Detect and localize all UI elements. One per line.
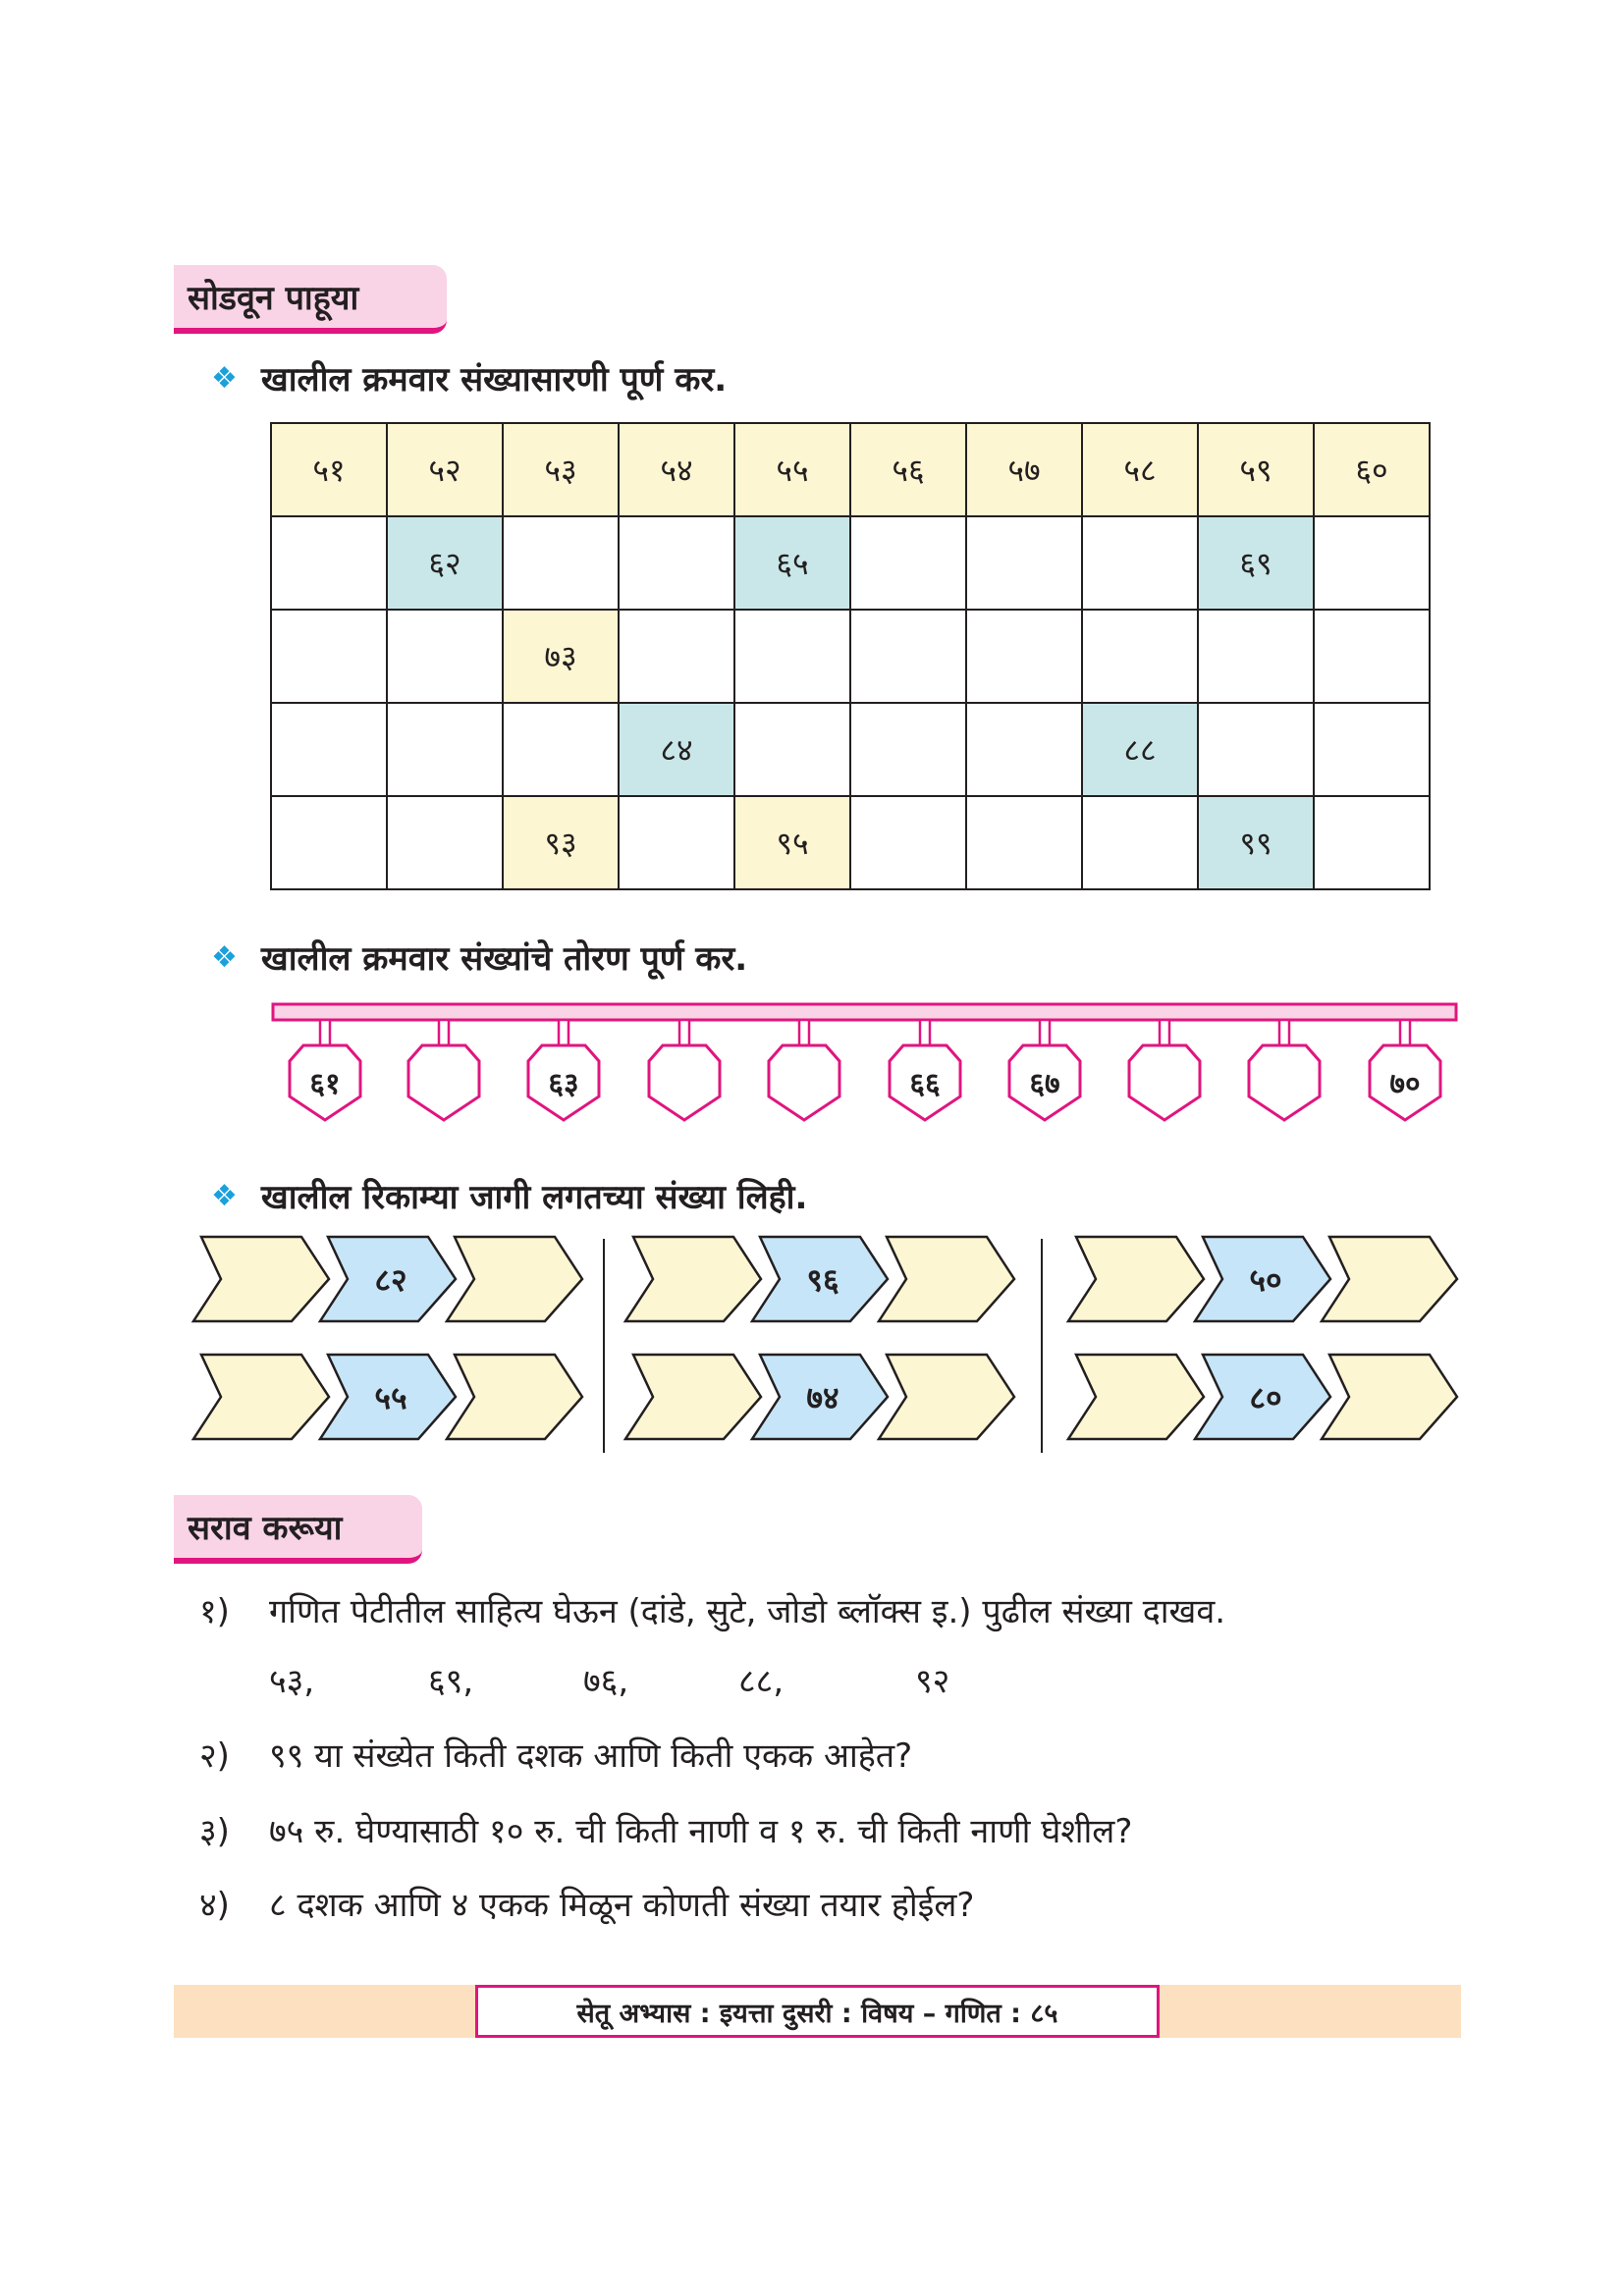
chevron-blank[interactable] <box>1068 1355 1204 1439</box>
table-row <box>271 610 1430 703</box>
chevron-blank[interactable] <box>1322 1355 1457 1439</box>
table-cell: ९५ <box>734 796 850 889</box>
diamond-bullet-icon: ❖ <box>211 1178 238 1213</box>
empty-cell[interactable] <box>271 796 387 889</box>
empty-cell[interactable] <box>850 796 966 889</box>
diamond-bullet-icon: ❖ <box>211 939 238 975</box>
table-cell: ५७ <box>966 423 1082 516</box>
hexagon-shape <box>1129 1045 1200 1120</box>
toran-garland <box>0 996 1624 1129</box>
number-item: ७६, <box>583 1662 629 1701</box>
instruction-neighbours <box>211 1173 807 1218</box>
hanger <box>320 1020 330 1045</box>
chevron-blank[interactable] <box>1068 1237 1204 1321</box>
instruction-text: खालील क्रमवार संख्यासारणी पूर्ण कर. <box>260 360 728 400</box>
table-cell: ६२ <box>387 516 503 610</box>
empty-cell[interactable] <box>966 703 1082 796</box>
table-cell: ५५ <box>734 423 850 516</box>
empty-cell[interactable] <box>1314 610 1430 703</box>
chevron-number: ९६ <box>806 1261 839 1299</box>
question-text: ९९ या संख्येत किती दशक आणि किती एकक आहेत? <box>269 1736 913 1776</box>
empty-cell[interactable] <box>271 516 387 610</box>
section-title: सोडवून पाहूया <box>188 279 359 318</box>
empty-cell[interactable] <box>966 796 1082 889</box>
question-number: १) <box>199 1592 230 1631</box>
empty-cell[interactable] <box>619 516 734 610</box>
footer-box <box>475 1985 1160 2038</box>
empty-cell[interactable] <box>503 703 619 796</box>
chevron-blank[interactable] <box>625 1355 761 1439</box>
table-row <box>271 516 1430 610</box>
chevron-blank[interactable] <box>879 1355 1014 1439</box>
table-cell: ५१ <box>271 423 387 516</box>
hanger <box>1400 1020 1410 1045</box>
empty-cell[interactable] <box>734 703 850 796</box>
table-cell: ९९ <box>1198 796 1314 889</box>
chevron-shape <box>879 1237 1014 1321</box>
chevron-shape <box>193 1237 329 1321</box>
hanger <box>679 1020 689 1045</box>
chevron-number: ५० <box>1249 1261 1282 1299</box>
diamond-bullet-icon: ❖ <box>211 360 238 396</box>
table-row <box>271 796 1430 889</box>
instruction-toran <box>211 934 747 980</box>
chevron-blank[interactable] <box>625 1237 761 1321</box>
chevron-shape <box>1068 1237 1204 1321</box>
chevron-shape <box>447 1355 582 1439</box>
instruction-text: खालील रिकाम्या जागी लगतच्या संख्या लिही. <box>260 1178 808 1217</box>
section-title: सराव करूया <box>188 1509 343 1548</box>
chevron-given-number <box>320 1237 456 1321</box>
neighbour-number-chevrons <box>0 1227 1624 1463</box>
instruction-number-table <box>211 355 727 400</box>
toran-bar <box>273 1004 1456 1020</box>
chevron-given-number <box>752 1237 888 1321</box>
table-cell: ५२ <box>387 423 503 516</box>
table-cell: ५६ <box>850 423 966 516</box>
chevron-number: ८० <box>1249 1379 1282 1416</box>
footer-band <box>174 1985 1461 2038</box>
hanger <box>920 1020 930 1045</box>
chevron-blank[interactable] <box>193 1355 329 1439</box>
empty-cell[interactable] <box>271 703 387 796</box>
toran-hexagon <box>890 1020 960 1120</box>
empty-cell[interactable] <box>1082 610 1198 703</box>
chevron-shape <box>1068 1355 1204 1439</box>
instruction-text: खालील क्रमवार संख्यांचे तोरण पूर्ण कर. <box>260 939 748 979</box>
number-item: ५३, <box>269 1662 315 1701</box>
empty-cell[interactable] <box>1198 610 1314 703</box>
section-header-solve <box>174 265 447 334</box>
table-cell: ६९ <box>1198 516 1314 610</box>
toran-hexagon <box>290 1020 360 1120</box>
hanger <box>799 1020 809 1045</box>
empty-cell[interactable] <box>850 703 966 796</box>
chevron-blank[interactable] <box>193 1237 329 1321</box>
chevron-shape <box>1322 1355 1457 1439</box>
empty-cell[interactable] <box>850 516 966 610</box>
toran-hexagon-empty[interactable] <box>1249 1020 1320 1120</box>
table-cell: ९३ <box>503 796 619 889</box>
empty-cell[interactable] <box>966 516 1082 610</box>
chevron-given-number <box>752 1355 888 1439</box>
empty-cell[interactable] <box>387 703 503 796</box>
chevron-shape <box>447 1237 582 1321</box>
toran-hexagon <box>1370 1020 1440 1120</box>
number-item: ९२ <box>915 1662 950 1701</box>
number-item: ६९, <box>428 1662 474 1701</box>
question-number: ४) <box>199 1886 230 1925</box>
chevron-shape <box>625 1237 761 1321</box>
question-text: ७५ रु. घेण्यासाठी १० रु. ची किती नाणी व १ रु. ची किती नाणी घेशील? <box>269 1812 1133 1851</box>
empty-cell[interactable] <box>1082 516 1198 610</box>
empty-cell[interactable] <box>734 610 850 703</box>
chevron-given-number <box>1195 1355 1330 1439</box>
table-cell: ६५ <box>734 516 850 610</box>
section-header-practice <box>174 1495 422 1564</box>
empty-cell[interactable] <box>619 610 734 703</box>
hanger <box>1160 1020 1169 1045</box>
chevron-number: ५५ <box>374 1379 407 1416</box>
chevron-number: ८२ <box>374 1261 407 1299</box>
chevron-given-number <box>1195 1237 1330 1321</box>
empty-cell[interactable] <box>1198 703 1314 796</box>
toran-hexagon-empty[interactable] <box>408 1020 479 1120</box>
table-cell: ५९ <box>1198 423 1314 516</box>
chevron-shape <box>625 1355 761 1439</box>
question-number: ३) <box>199 1812 230 1851</box>
chevron-shape <box>193 1355 329 1439</box>
table-cell: ५८ <box>1082 423 1198 516</box>
empty-cell[interactable] <box>1082 796 1198 889</box>
toran-number: ६६ <box>909 1067 941 1101</box>
empty-cell[interactable] <box>1314 516 1430 610</box>
hanger <box>1279 1020 1289 1045</box>
table-row <box>271 703 1430 796</box>
toran-hexagon-empty[interactable] <box>1129 1020 1200 1120</box>
chevron-blank[interactable] <box>879 1237 1014 1321</box>
empty-cell[interactable] <box>850 610 966 703</box>
chevron-shape <box>879 1355 1014 1439</box>
question-number: २) <box>199 1736 230 1776</box>
hanger <box>559 1020 568 1045</box>
question-1 <box>199 1587 1225 1632</box>
hexagon-shape <box>1249 1045 1320 1120</box>
empty-cell[interactable] <box>619 796 734 889</box>
hexagon-shape <box>408 1045 479 1120</box>
chevron-blank[interactable] <box>1322 1237 1457 1321</box>
hexagon-shape <box>769 1045 839 1120</box>
table-cell: ५३ <box>503 423 619 516</box>
hanger <box>439 1020 449 1045</box>
table-cell: ६० <box>1314 423 1430 516</box>
toran-number: ६१ <box>309 1067 341 1101</box>
table-cell: ८८ <box>1082 703 1198 796</box>
chevron-given-number <box>320 1355 456 1439</box>
toran-hexagon-empty[interactable] <box>649 1020 720 1120</box>
empty-cell[interactable] <box>503 516 619 610</box>
empty-cell[interactable] <box>387 796 503 889</box>
question-text: गणित पेटीतील साहित्य घेऊन (दांडे, सुटे, जोडो ब्लॉक्स इ.) पुढील संख्या दाखव. <box>269 1592 1226 1631</box>
toran-hexagon <box>1009 1020 1080 1120</box>
question-text: ८ दशक आणि ४ एकक मिळून कोणती संख्या तयार होईल? <box>269 1886 975 1925</box>
toran-hexagon <box>528 1020 599 1120</box>
question-2 <box>199 1732 912 1777</box>
number-table <box>270 422 1431 890</box>
toran-hexagon-empty[interactable] <box>769 1020 839 1120</box>
toran-number: ७० <box>1389 1067 1421 1101</box>
chevron-number: ७४ <box>806 1379 839 1416</box>
table-cell: ७३ <box>503 610 619 703</box>
chevron-shape <box>1322 1237 1457 1321</box>
empty-cell[interactable] <box>1314 796 1430 889</box>
table-row <box>271 423 1430 516</box>
empty-cell[interactable] <box>1314 703 1430 796</box>
number-item: ८८, <box>738 1662 785 1701</box>
chevron-blank[interactable] <box>447 1355 582 1439</box>
toran-number: ६३ <box>548 1067 579 1101</box>
empty-cell[interactable] <box>271 610 387 703</box>
footer-text: सेतू अभ्यास : इयत्ता दुसरी : विषय – गणित : ८५ <box>576 1998 1058 2029</box>
empty-cell[interactable] <box>966 610 1082 703</box>
table-cell: ५४ <box>619 423 734 516</box>
question-4 <box>199 1881 974 1926</box>
hexagon-shape <box>649 1045 720 1120</box>
question-3 <box>199 1807 1132 1852</box>
hanger <box>1040 1020 1050 1045</box>
table-cell: ८४ <box>619 703 734 796</box>
toran-number: ६७ <box>1029 1067 1060 1101</box>
chevron-blank[interactable] <box>447 1237 582 1321</box>
empty-cell[interactable] <box>387 610 503 703</box>
